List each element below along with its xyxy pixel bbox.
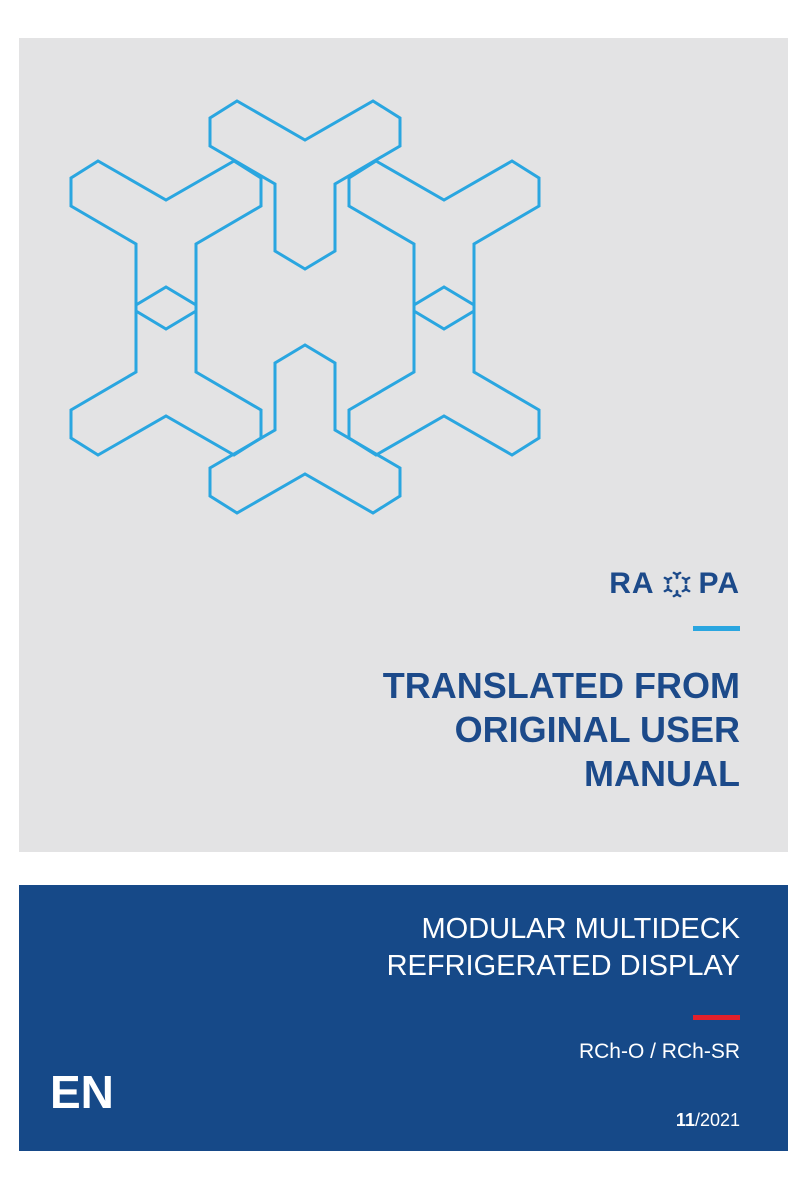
product-line-1: MODULAR MULTIDECK [421, 913, 740, 945]
product-line-2: REFRIGERATED DISPLAY [386, 950, 740, 982]
title-line-1: TRANSLATED FROM [382, 665, 740, 706]
snowflake-icon [657, 564, 697, 604]
product-name [180, 911, 740, 985]
logo-text-right: PA [698, 567, 740, 600]
rapa-logo [545, 566, 740, 602]
logo-flake-arm [681, 585, 690, 593]
edition-year: /2021 [694, 1110, 740, 1130]
snowflake-graphic-icon [19, 38, 788, 578]
logo-text-left: RA [609, 567, 655, 600]
snowflake-arm [210, 345, 400, 513]
snowflake-arm [71, 287, 261, 455]
red-divider [693, 1015, 740, 1020]
logo-flake-arm [663, 577, 672, 585]
title-line-2: ORIGINAL USER [454, 709, 740, 750]
snowflake-arm [349, 287, 539, 455]
model-codes: RCh-O / RCh-SR [578, 1040, 740, 1063]
title-line-3: MANUAL [584, 753, 740, 794]
snowflake-arm [349, 161, 539, 329]
language-code: EN [50, 1066, 114, 1118]
logo-flake-arm [672, 572, 681, 580]
edition-month: 11 [675, 1110, 695, 1130]
logo-flake-arm [663, 585, 672, 593]
document-title [240, 664, 740, 796]
accent-divider [693, 626, 740, 631]
snowflake-arm [210, 101, 400, 269]
cover-upper-panel [19, 38, 788, 852]
logo-flake-arm [681, 577, 690, 585]
snowflake-arm [71, 161, 261, 329]
edition-date [676, 1110, 740, 1131]
logo-flake-arm [672, 590, 681, 598]
cover-lower-panel [19, 885, 788, 1151]
